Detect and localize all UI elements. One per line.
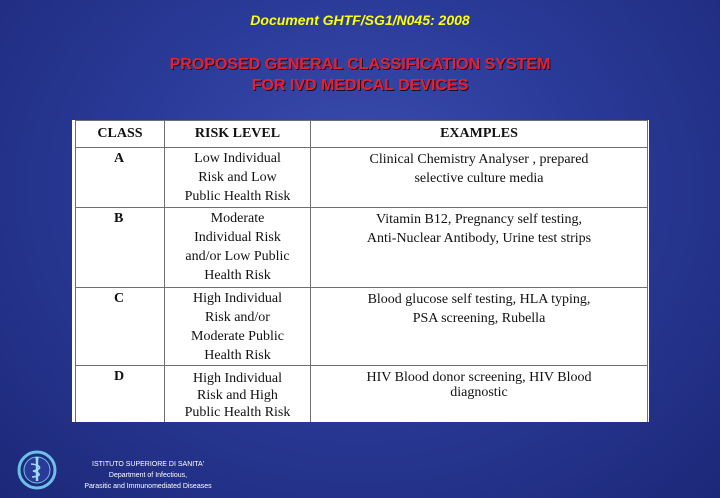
- examples-line: HIV Blood donor screening, HIV Blood: [366, 370, 592, 385]
- document-reference: Document GHTF/SG1/N045: 2008: [250, 12, 470, 28]
- iss-seal-icon: [17, 450, 57, 490]
- class-cell: B: [76, 208, 165, 288]
- examples-line: Blood glucose self testing, HLA typing,: [367, 292, 591, 307]
- risk-line: Moderate Public: [191, 329, 284, 344]
- footer-line-2: Department of Infectious,: [108, 472, 188, 479]
- examples-cell: [311, 288, 648, 366]
- class-cell: C: [76, 288, 165, 366]
- risk-line: Risk and Low: [198, 170, 277, 185]
- footer-line-3: Parasitic and Immunomediated Diseases: [84, 483, 212, 490]
- risk-line: Low Individual: [194, 151, 281, 166]
- examples-line: PSA screening, Rubella: [412, 311, 546, 326]
- risk-line: High Individual: [192, 291, 283, 306]
- examples-line: diagnostic: [450, 385, 508, 400]
- title-line-2: FOR IVD MEDICAL DEVICES: [251, 77, 469, 94]
- class-cell: A: [76, 148, 165, 208]
- classification-table: [75, 120, 648, 422]
- table-row: [76, 288, 648, 366]
- risk-level-cell: [165, 148, 311, 208]
- examples-line: Anti-Nuclear Antibody, Urine test strips: [366, 231, 592, 246]
- risk-line: Public Health Risk: [184, 189, 291, 204]
- classification-table-image: [72, 120, 649, 422]
- column-header-examples: EXAMPLES: [311, 121, 648, 148]
- risk-line: Health Risk: [204, 348, 271, 363]
- table-row: [76, 208, 648, 288]
- footer-institution: [78, 459, 218, 492]
- risk-level-cell: [165, 288, 311, 366]
- risk-line: Risk and/or: [205, 310, 270, 325]
- examples-cell: [311, 366, 648, 423]
- risk-line: Risk and High: [197, 388, 278, 403]
- examples-line: Clinical Chemistry Analyser , prepared: [369, 152, 589, 167]
- examples-line: selective culture media: [414, 171, 544, 186]
- risk-level-cell: [165, 208, 311, 288]
- column-header-risk-level: RISK LEVEL: [165, 121, 311, 148]
- slide-title: [0, 54, 720, 96]
- class-cell: D: [76, 366, 165, 423]
- footer-line-1: ISTITUTO SUPERIORE DI SANITA': [92, 461, 204, 468]
- examples-line: Vitamin B12, Pregnancy self testing,: [375, 212, 582, 227]
- table-row: [76, 366, 648, 423]
- risk-line: Individual Risk: [194, 230, 281, 245]
- column-header-class: CLASS: [76, 121, 165, 148]
- examples-cell: [311, 148, 648, 208]
- risk-level-cell: [165, 366, 311, 423]
- risk-line: and/or Low Public: [185, 249, 290, 264]
- risk-line: High Individual: [192, 371, 283, 386]
- risk-line: Health Risk: [204, 268, 271, 283]
- risk-line: Moderate: [210, 211, 265, 226]
- risk-line: Public Health Risk: [184, 405, 291, 420]
- table-header-row: [76, 121, 648, 148]
- table-row: [76, 148, 648, 208]
- examples-cell: [311, 208, 648, 288]
- title-line-1: PROPOSED GENERAL CLASSIFICATION SYSTEM: [169, 56, 551, 73]
